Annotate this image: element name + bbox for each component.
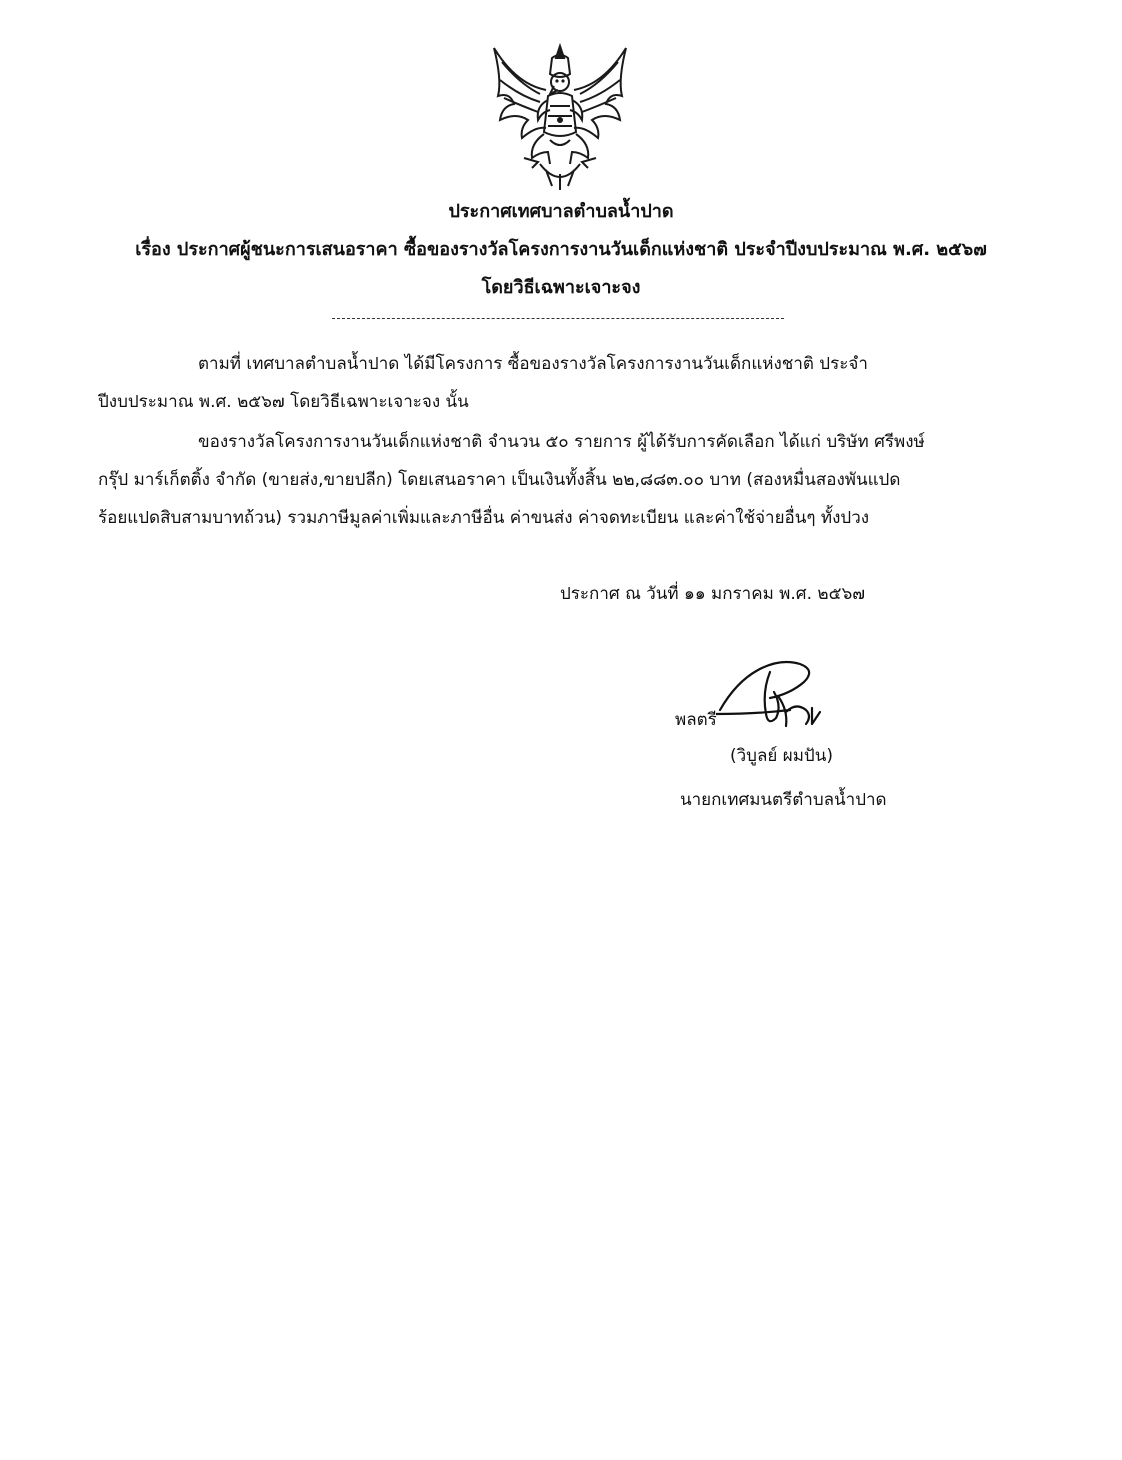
- garuda-emblem-icon: [480, 40, 640, 192]
- signer-rank: พลตรี: [675, 710, 717, 730]
- paragraph-1-line-1: ตามที่ เทศบาลตำบลน้ำปาด ได้มีโครงการ ซื้อของรางวัลโครงการงานวันเด็กแห่งชาติ ประจำ: [198, 354, 868, 374]
- paragraph-1-line-2: ปีงบประมาณ พ.ศ. ๒๕๖๗ โดยวิธีเฉพาะเจาะจง นั้น: [98, 392, 469, 412]
- procurement-method: โดยวิธีเฉพาะเจาะจง: [481, 277, 641, 298]
- separator-line: [332, 318, 784, 319]
- paragraph-2-line-3: ร้อยแปดสิบสามบาทถ้วน) รวมภาษีมูลค่าเพิ่มและภาษีอื่น ค่าขนส่ง ค่าจดทะเบียน และค่าใช้จ่ายอื่นๆ ทั้งปวง: [98, 508, 870, 528]
- subject-line: เรื่อง ประกาศผู้ชนะการเสนอราคา ซื้อของรางวัลโครงการงานวันเด็กแห่งชาติ ประจำปีงบประมาณ พ.ศ. ๒๕๖๗: [135, 239, 987, 260]
- announcement-date: ประกาศ ณ วันที่ ๑๑ มกราคม พ.ศ. ๒๕๖๗: [560, 584, 866, 604]
- signer-position: นายกเทศมนตรีตำบลน้ำปาด: [680, 790, 887, 810]
- issuer-title: ประกาศเทศบาลตำบลน้ำปาด: [448, 201, 674, 222]
- signer-name: (วิบูลย์ ผมปัน): [730, 746, 833, 766]
- paragraph-2-line-1: ของรางวัลโครงการงานวันเด็กแห่งชาติ จำนวน ๕๐ รายการ ผู้ได้รับการคัดเลือก ได้แก่ บริษัท ศรีพงษ์: [198, 432, 925, 452]
- paragraph-2-line-2: กรุ๊ป มาร์เก็ตติ้ง จำกัด (ขายส่ง,ขายปลีก) โดยเสนอราคา เป็นเงินทั้งสิ้น ๒๒,๘๘๓.๐๐ บาท (สองหมื่นสองพันแปด: [98, 470, 901, 490]
- handwritten-signature: [716, 652, 834, 734]
